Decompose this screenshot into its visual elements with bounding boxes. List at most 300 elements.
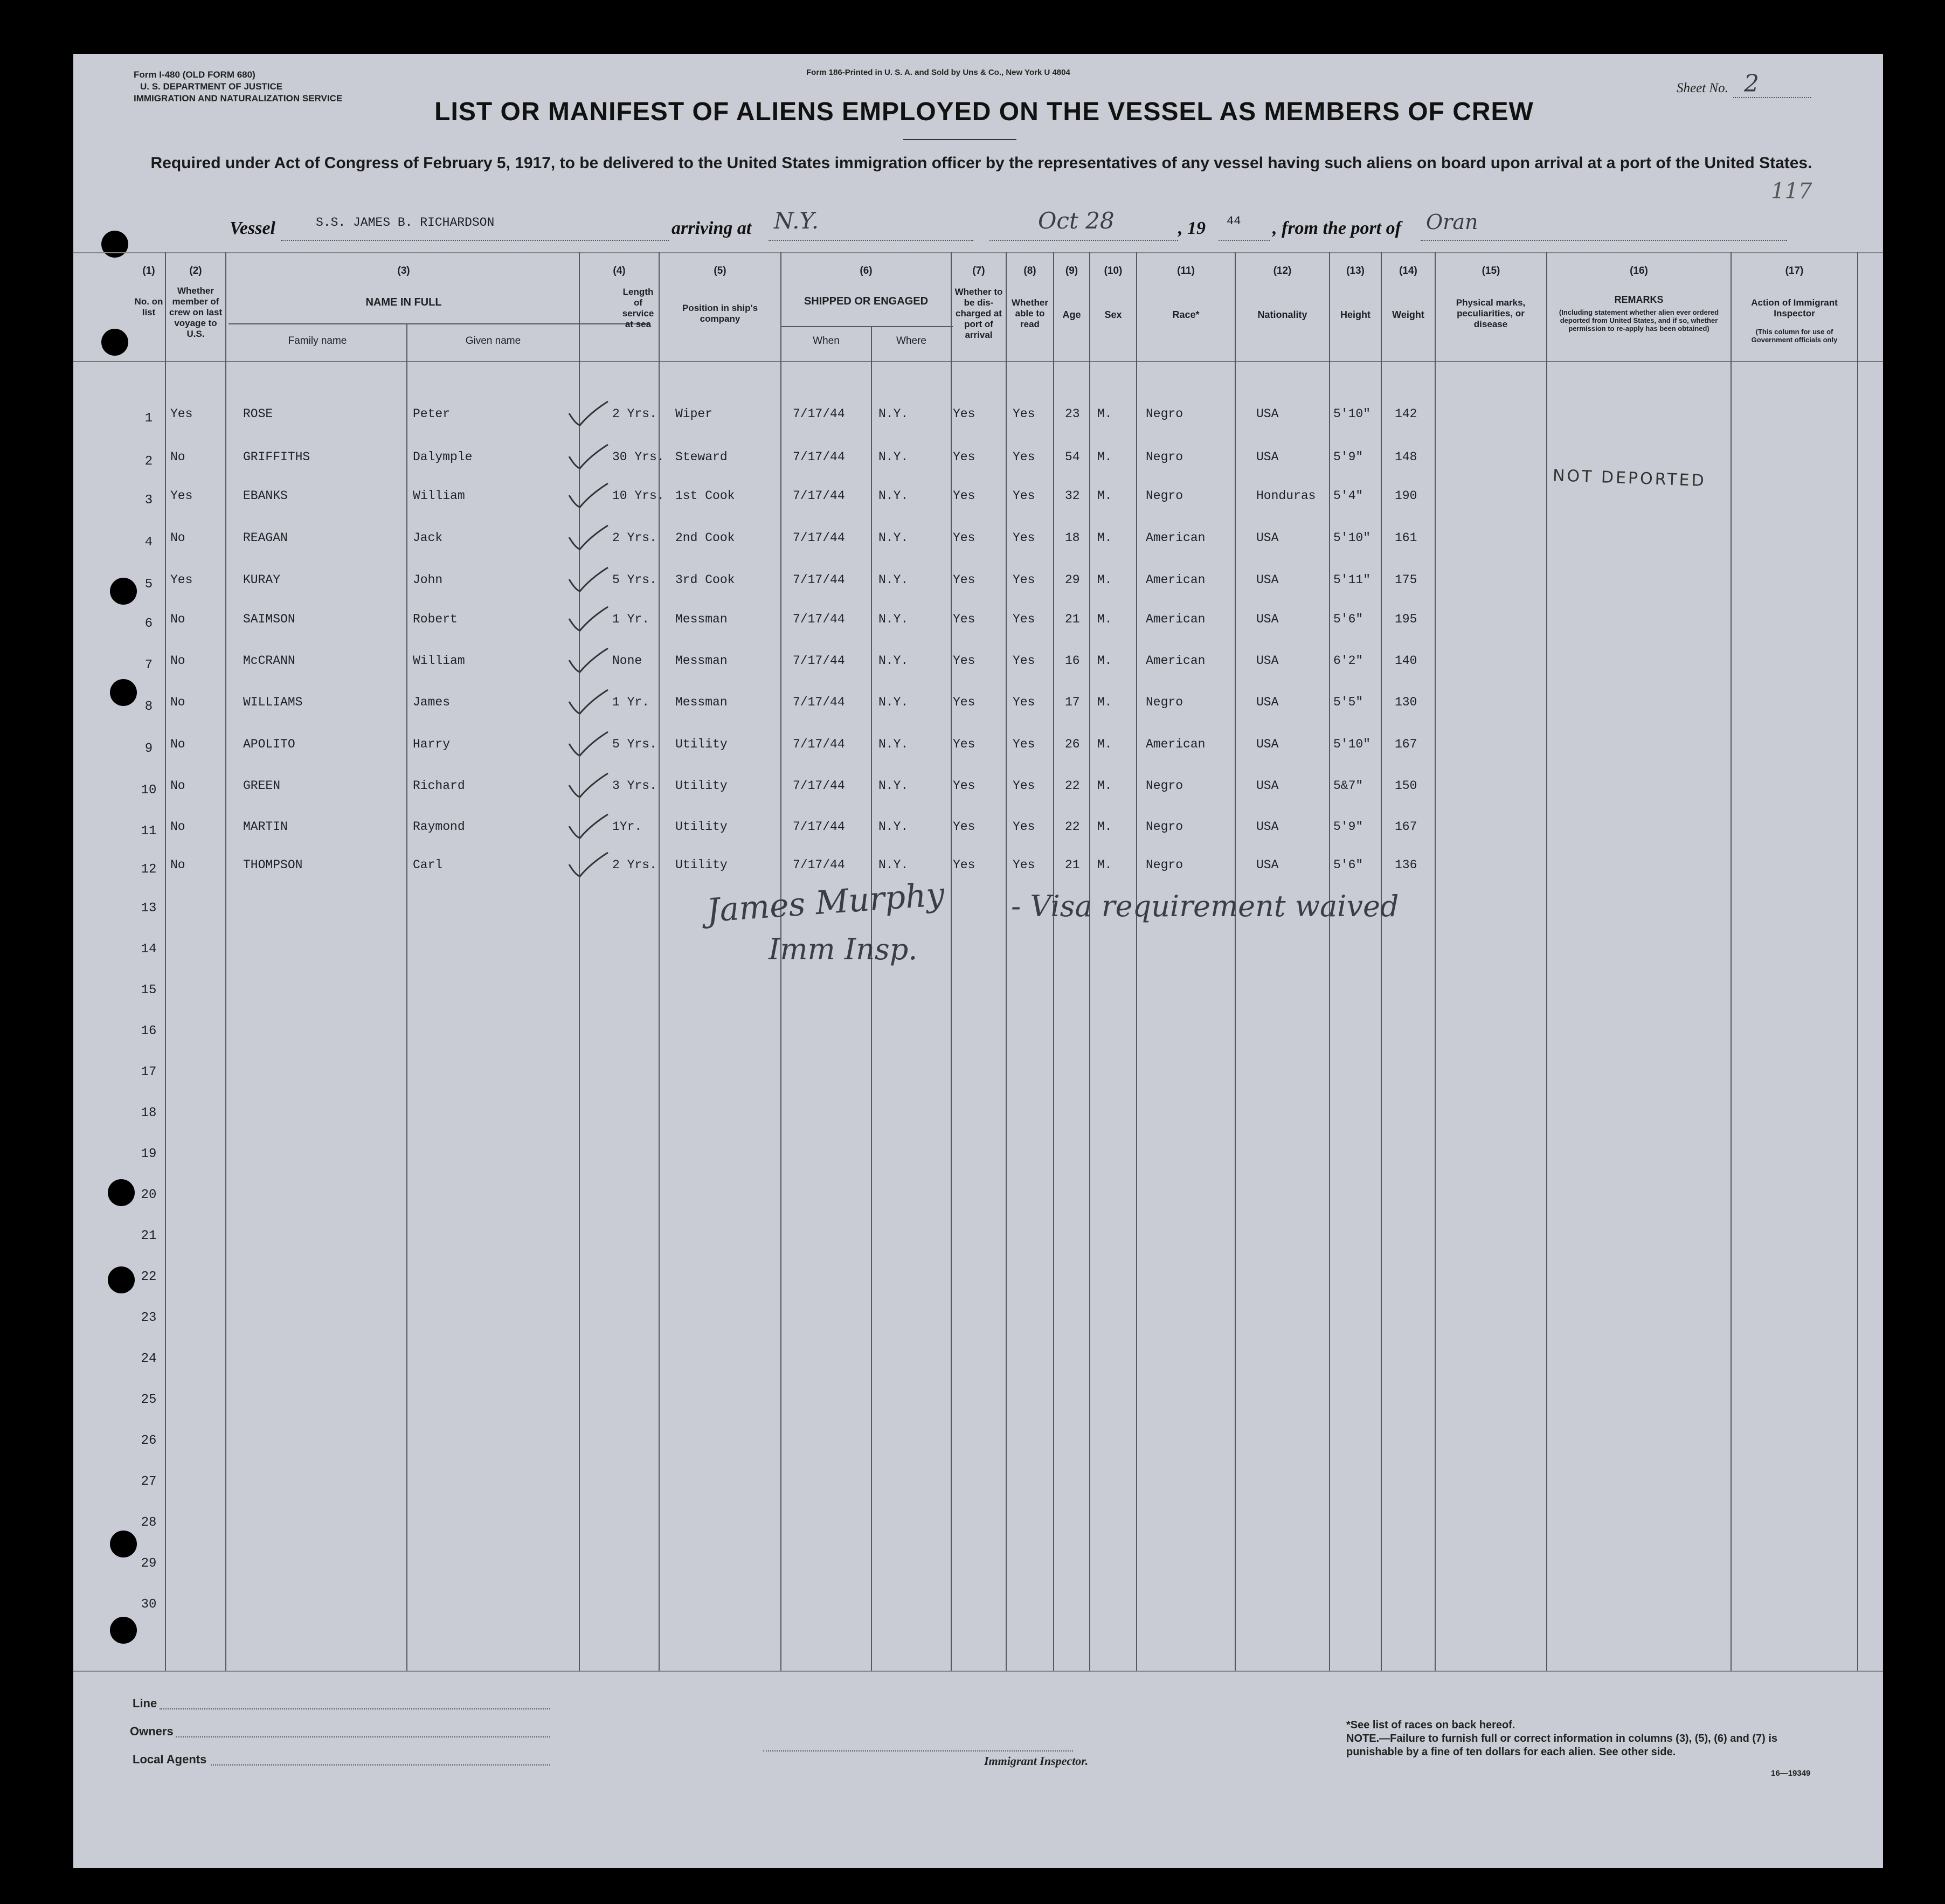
row-race: Negro: [1146, 407, 1183, 421]
row-race: American: [1146, 573, 1206, 587]
row-shipped-when: 7/17/44: [793, 737, 845, 751]
row-shipped-where: N.Y.: [878, 858, 909, 872]
row-race: American: [1146, 612, 1206, 626]
col6-header: SHIPPED OR ENGAGED: [804, 295, 929, 307]
row-prev-voyage: No: [170, 531, 185, 545]
row-able-to-read: Yes: [1013, 695, 1035, 709]
row-sex: M.: [1097, 779, 1112, 793]
row-age: 29: [1065, 573, 1080, 587]
checkmarks-layer: [558, 377, 623, 948]
row-sex: M.: [1097, 450, 1112, 464]
row-age: 32: [1065, 489, 1080, 503]
punch-hole: [101, 329, 128, 356]
row-height: 5'6": [1333, 858, 1363, 872]
inspector-label: Immigrant Inspector.: [984, 1754, 1089, 1768]
col10-number: (10): [1104, 265, 1123, 276]
col11-number: (11): [1177, 265, 1195, 276]
empty-line-number: 20: [141, 1188, 157, 1202]
row-given-name: Robert: [413, 612, 458, 626]
col14-header: Weight: [1392, 309, 1424, 320]
owners-label: Owners: [130, 1725, 174, 1738]
empty-line-number: 21: [141, 1229, 157, 1243]
races-note: *See list of races on back hereof.: [1346, 1719, 1515, 1731]
punch-hole: [108, 1179, 135, 1206]
vessel-field-line: [281, 240, 669, 241]
row-nationality: USA: [1256, 612, 1279, 626]
row-position: Messman: [675, 695, 728, 709]
row-service-length: 2 Yrs.: [612, 407, 657, 421]
row-given-name: William: [413, 654, 465, 668]
row-height: 5'11": [1333, 573, 1371, 587]
col-divider: [1731, 252, 1732, 1671]
checkmark-icon: [569, 607, 608, 631]
row-family-name: GREEN: [243, 779, 281, 793]
date-field-line: [989, 240, 1178, 241]
row-nationality: USA: [1256, 858, 1279, 872]
row-family-name: THOMPSON: [243, 858, 303, 872]
row-shipped-when: 7/17/44: [793, 820, 845, 834]
row-position: 3rd Cook: [675, 573, 735, 587]
local-agents-label: Local Agents: [133, 1753, 207, 1766]
departure-port: Oran: [1426, 210, 1478, 234]
row-weight: 142: [1395, 407, 1417, 421]
row-line-number: 4: [144, 535, 153, 550]
row-shipped-where: N.Y.: [878, 450, 909, 464]
col12-header: Nationality: [1257, 309, 1307, 320]
col-divider: [406, 323, 407, 1671]
col12-number: (12): [1273, 265, 1292, 276]
row-height: 5'5": [1333, 695, 1363, 709]
row-given-name: William: [413, 489, 465, 503]
col6-where-header: Where: [896, 335, 926, 347]
row-service-length: 5 Yrs.: [612, 737, 657, 751]
col2-header: Whether member of crew on last voyage to U.S.: [169, 286, 223, 339]
owners-field: [176, 1736, 550, 1737]
empty-line-number: 24: [141, 1352, 157, 1366]
col13-number: (13): [1346, 265, 1365, 276]
row-weight: 167: [1395, 737, 1417, 751]
row-height: 5'6": [1333, 612, 1363, 626]
punch-hole: [108, 1266, 135, 1293]
row-shipped-where: N.Y.: [878, 573, 909, 587]
row-nationality: USA: [1256, 779, 1279, 793]
row-discharged: Yes: [953, 612, 975, 626]
row-discharged: Yes: [953, 531, 975, 545]
row-service-length: 30 Yrs.: [612, 450, 665, 464]
row-age: 17: [1065, 695, 1080, 709]
row-able-to-read: Yes: [1013, 858, 1035, 872]
row-weight: 161: [1395, 531, 1417, 545]
row-prev-voyage: No: [170, 695, 185, 709]
row-family-name: GRIFFITHS: [243, 450, 310, 464]
row-prev-voyage: No: [170, 779, 185, 793]
col-divider: [1546, 252, 1547, 1671]
row-shipped-where: N.Y.: [878, 489, 909, 503]
row-height: 6'2": [1333, 654, 1363, 668]
row-family-name: REAGAN: [243, 531, 288, 545]
row-prev-voyage: No: [170, 654, 185, 668]
vessel-name: S.S. JAMES B. RICHARDSON: [316, 216, 495, 230]
col3-given-header: Given name: [465, 335, 521, 347]
row-shipped-when: 7/17/44: [793, 489, 845, 503]
col17-header: Action of Immigrant Inspector: [1751, 297, 1838, 319]
row-line-number: 11: [141, 824, 157, 839]
col-divider: [659, 252, 660, 1671]
row-height: 5'10": [1333, 737, 1371, 751]
empty-line-number: 23: [141, 1311, 157, 1325]
row-able-to-read: Yes: [1013, 820, 1035, 834]
row-shipped-where: N.Y.: [878, 612, 909, 626]
col-divider: [951, 252, 952, 1671]
row-height: 5'9": [1333, 820, 1363, 834]
row-position: Utility: [675, 858, 728, 872]
row-service-length: 5 Yrs.: [612, 573, 657, 587]
row-family-name: MARTIN: [243, 820, 288, 834]
title-rule: [903, 139, 1016, 140]
col3-family-header: Family name: [288, 335, 347, 347]
row-weight: 140: [1395, 654, 1417, 668]
punch-hole: [101, 231, 128, 258]
punch-hole: [110, 1531, 137, 1557]
row-family-name: EBANKS: [243, 489, 288, 503]
empty-line-number: 14: [141, 942, 157, 957]
col16-header: REMARKS: [1614, 294, 1664, 305]
row-family-name: McCRANN: [243, 654, 295, 668]
row-sex: M.: [1097, 489, 1112, 503]
col4-header: Length of service at sea: [622, 287, 654, 329]
empty-line-number: 28: [141, 1515, 157, 1530]
col9-number: (9): [1065, 265, 1078, 276]
row-sex: M.: [1097, 407, 1112, 421]
row-discharged: Yes: [953, 858, 975, 872]
row-service-length: 3 Yrs.: [612, 779, 657, 793]
row-age: 16: [1065, 654, 1080, 668]
name-subheader-rule: [229, 323, 649, 324]
row-race: Negro: [1146, 450, 1183, 464]
remark-not-deported: NOT DEPORTED: [1552, 466, 1707, 490]
col16-note: (Including statement whether alien ever ordered deported from United States, and if so, whether permission to re-apply has been obtained): [1559, 308, 1719, 333]
row-discharged: Yes: [953, 779, 975, 793]
row-shipped-when: 7/17/44: [793, 654, 845, 668]
local-agents-field: [211, 1764, 550, 1765]
col6-when-header: When: [813, 335, 840, 347]
row-position: Wiper: [675, 407, 713, 421]
col-divider: [1435, 252, 1436, 1671]
checkmark-icon: [569, 648, 608, 672]
col7-number: (7): [972, 265, 985, 276]
empty-line-number: 26: [141, 1434, 157, 1448]
row-discharged: Yes: [953, 489, 975, 503]
row-family-name: SAIMSON: [243, 612, 295, 626]
col-divider: [225, 252, 226, 1671]
inspector-field: [763, 1750, 1073, 1751]
shipped-subheader-rule: [780, 326, 953, 327]
row-discharged: Yes: [953, 737, 975, 751]
checkmark-icon: [569, 814, 608, 838]
row-given-name: Carl: [413, 858, 443, 872]
col-divider: [1857, 252, 1858, 1671]
row-shipped-where: N.Y.: [878, 779, 909, 793]
empty-line-number: 17: [141, 1065, 157, 1079]
row-weight: 130: [1395, 695, 1417, 709]
arriving-field-line: [769, 240, 973, 241]
row-height: 5&7": [1333, 779, 1363, 793]
row-age: 22: [1065, 820, 1080, 834]
row-age: 23: [1065, 407, 1080, 421]
row-age: 18: [1065, 531, 1080, 545]
row-age: 22: [1065, 779, 1080, 793]
row-line-number: 8: [144, 700, 153, 714]
checkmark-icon: [569, 483, 608, 507]
inspector-signature-title: Imm Insp.: [769, 932, 918, 966]
vessel-label: Vessel: [230, 218, 275, 238]
empty-line-number: 18: [141, 1106, 157, 1120]
col17-number: (17): [1785, 265, 1804, 276]
row-able-to-read: Yes: [1013, 407, 1035, 421]
year-prefix: 19: [1187, 218, 1206, 238]
row-service-length: None: [612, 654, 642, 668]
row-prev-voyage: No: [170, 858, 185, 872]
row-race: Negro: [1146, 779, 1183, 793]
row-weight: 150: [1395, 779, 1417, 793]
row-race: Negro: [1146, 695, 1183, 709]
checkmark-icon: [569, 690, 608, 714]
row-nationality: USA: [1256, 695, 1279, 709]
col-divider: [1053, 252, 1054, 1671]
row-race: American: [1146, 531, 1206, 545]
checkmark-icon: [569, 853, 608, 876]
checkmark-icon: [569, 773, 608, 797]
service: IMMIGRATION AND NATURALIZATION SERVICE: [134, 93, 343, 103]
row-discharged: Yes: [953, 450, 975, 464]
row-shipped-when: 7/17/44: [793, 573, 845, 587]
row-age: 26: [1065, 737, 1080, 751]
row-family-name: KURAY: [243, 573, 281, 587]
punch-hole: [110, 1617, 137, 1644]
line-field: [160, 1708, 550, 1709]
page-title: LIST OR MANIFEST OF ALIENS EMPLOYED ON THE VESSEL AS MEMBERS OF CREW: [434, 98, 1534, 126]
col6-number: (6): [860, 265, 873, 276]
page-subtitle: Required under Act of Congress of February 5, 1917, to be delivered to the United States immigration officer by the representatives of any vessel having such aliens on board upon arrival at a port of the United States.: [150, 154, 1812, 172]
empty-line-number: 25: [141, 1393, 157, 1407]
col1-header: No. on list: [134, 296, 163, 317]
empty-line-number: 15: [141, 983, 157, 998]
arrival-date: Oct 28: [1038, 207, 1115, 234]
form-header-block: [134, 69, 342, 105]
row-able-to-read: Yes: [1013, 654, 1035, 668]
empty-line-number: 30: [141, 1597, 157, 1612]
row-family-name: WILLIAMS: [243, 695, 303, 709]
row-position: 2nd Cook: [675, 531, 735, 545]
row-nationality: Honduras: [1256, 489, 1316, 503]
arriving-port: N.Y.: [774, 207, 819, 234]
row-height: 5'4": [1333, 489, 1363, 503]
row-service-length: 2 Yrs.: [612, 531, 657, 545]
row-shipped-when: 7/17/44: [793, 612, 845, 626]
row-weight: 190: [1395, 489, 1417, 503]
col16-number: (16): [1630, 265, 1648, 276]
row-prev-voyage: No: [170, 450, 185, 464]
col-divider: [165, 252, 166, 1671]
row-race: American: [1146, 654, 1206, 668]
empty-line-number: 27: [141, 1474, 157, 1489]
row-given-name: John: [413, 573, 443, 587]
row-able-to-read: Yes: [1013, 573, 1035, 587]
row-age: 54: [1065, 450, 1080, 464]
manifest-sheet: Form I-480 (OLD FORM 680) U. S. DEPARTMENT OF JUSTICE IMMIGRATION AND NATURALIZATION SERVICE Form 186-Printed in U. S. A. and Sold by Uns & Co., New York U 4804 Sheet No. 2 LIST OR MANIFEST OF ALIENS EMPLOYED ON THE VESSEL AS MEMBERS OF CREW Required under Act of Congress of February 5, 1917, to be delivered to the United States immigration officer by the representatives of any vessel having such aliens on board upon arrival at a port of the United States. 117 Vessel S.S. JAMES B. RICHARDSON arriving at N.Y. Oct 28 , 19 44 , from the port of Oran (1) No. on list (2) Whether member of crew on last voyage to U.S. (3) NAME IN FULL Family name Given name (4) Length of service at sea (5) Position in ship's company (6) SHIPPED OR ENGAGED When Where (7) Whether to be dis-charged at port of arrival (8) Whether able to read (9) Age (10) Sex (11) Race* (12) Nationality (13) Height (14) Weight (15) Physical marks, peculiarities, or disease (16) REMARKS (Including statement whether alien ever ordered deported from United States, and if so, whether permission to re-apply has been obtained) (17) Action of Immigrant Inspector (This column for use of Government officials only 1 Yes ROSE Peter 2 Yrs. Wiper 7/17/44 N.Y. Yes Yes 23 M. Negro USA 5'10" 142 2 No GRIFFITHS Dalymple 30 Yrs. Steward 7/17/44 N.Y. Yes Yes 54 M. Negro USA 5'9" 148 3 Yes EBANKS William 10 Yrs. 1st Cook 7/17/44 N.Y. Yes Yes 32 M. Negro Honduras 5'4" 190 4 No REAGAN Jack 2 Yrs. 2nd Cook 7/17/44 N.Y. Yes Yes 18 M. American USA 5'10" 161 5 Yes KURAY John 5 Yrs. 3rd Cook 7/17/44 N.Y. Yes Yes 29 M. American USA 5'11" 175 6 No SAIMSON Robert 1 Yr. Messman 7/17/44 N.Y. Yes Yes 21 M. American USA 5'6" 195 7 No McCRANN William None Messman 7/17/44 N.Y. Yes Yes 16 M. American USA 6'2" 140 8 No WILLIAMS James 1 Yr. Messman 7/17/44 N.Y. Yes Yes 17 M. Negro USA 5'5" 130 9 No APOLITO Harry 5 Yrs. Utility 7/17/44 N.Y. Yes Yes 26 M. American USA 5'10" 167 10 No GREEN Richard 3 Yrs. Utility 7/17/44 N.Y. Yes Yes 22 M. Negro USA 5&7" 150 11 No MARTIN Raymond 1Yr. Utility 7/17/44 N.Y. Yes Yes 22 M. Negro USA 5'9" 167 12 No THOMPSON Carl 2 Yrs. Utility 7/17/44 N.Y. Yes Yes 21 M. Negro USA 5'6" 136 13 14 15 16 17 18 19 20 21 22 23 24 25 26 27 28 29 30 NOT DEPORTED James Murphy Imm Insp. - Visa requirement waived Line Owners Local Agents Immigrant Inspector. *See list of races on back hereof. NOTE.—Failure to furnish full or correct information in columns (3), (5), (6) and (7) is punishable by a fine of ten dollars for each alien. See other side. 16—19349: [73, 54, 1883, 1868]
row-able-to-read: Yes: [1013, 612, 1035, 626]
row-given-name: Raymond: [413, 820, 465, 834]
row-age: 21: [1065, 612, 1080, 626]
row-shipped-when: 7/17/44: [793, 450, 845, 464]
col-divider: [1089, 252, 1090, 1671]
row-line-number: 12: [141, 862, 157, 877]
row-sex: M.: [1097, 737, 1112, 751]
col8-header: Whether able to read: [1012, 297, 1048, 329]
row-race: Negro: [1146, 858, 1183, 872]
row-position: Messman: [675, 612, 728, 626]
empty-line-number: 13: [141, 901, 157, 916]
port-field-line: [1421, 240, 1787, 241]
penalty-note: NOTE.—Failure to furnish full or correct information in columns (3), (5), (6) and (7) is punishable by a fine of ten dollars for each alien. See other side.: [1346, 1733, 1778, 1758]
header-bottom-rule: [73, 361, 1883, 362]
col5-header: Position in ship's company: [682, 303, 758, 324]
row-height: 5'10": [1333, 531, 1371, 545]
row-given-name: Peter: [413, 407, 451, 421]
col10-header: Sex: [1104, 309, 1122, 320]
row-nationality: USA: [1256, 820, 1279, 834]
row-shipped-where: N.Y.: [878, 737, 909, 751]
row-able-to-read: Yes: [1013, 737, 1035, 751]
row-line-number: 9: [144, 742, 153, 756]
table-top-rule: [73, 252, 1883, 253]
col3-number: (3): [397, 265, 410, 276]
row-discharged: Yes: [953, 573, 975, 587]
row-nationality: USA: [1256, 654, 1279, 668]
row-position: 1st Cook: [675, 489, 735, 503]
row-service-length: 2 Yrs.: [612, 858, 657, 872]
checkmark-icon: [569, 732, 608, 756]
empty-line-number: 16: [141, 1024, 157, 1038]
row-sex: M.: [1097, 695, 1112, 709]
row-shipped-where: N.Y.: [878, 654, 909, 668]
row-weight: 195: [1395, 612, 1417, 626]
arriving-label: arriving at: [672, 218, 752, 238]
sheet-number: 2: [1744, 70, 1759, 98]
page-stamp: 117: [1771, 179, 1812, 204]
row-prev-voyage: Yes: [170, 573, 193, 587]
row-prev-voyage: No: [170, 820, 185, 834]
row-height: 5'9": [1333, 450, 1363, 464]
row-discharged: Yes: [953, 820, 975, 834]
row-prev-voyage: Yes: [170, 407, 193, 421]
row-position: Steward: [675, 450, 728, 464]
row-family-name: ROSE: [243, 407, 273, 421]
row-given-name: Dalymple: [413, 450, 473, 464]
row-sex: M.: [1097, 858, 1112, 872]
row-shipped-when: 7/17/44: [793, 858, 845, 872]
col-divider: [1006, 252, 1007, 1671]
col-divider: [1329, 252, 1330, 1671]
form-code: 16—19349: [1771, 1769, 1811, 1778]
year-field-line: [1219, 240, 1270, 241]
row-weight: 136: [1395, 858, 1417, 872]
sheet-label: Sheet No.: [1677, 81, 1728, 95]
col2-number: (2): [189, 265, 202, 276]
col5-number: (5): [714, 265, 726, 276]
row-line-number: 7: [144, 658, 153, 673]
row-weight: 167: [1395, 820, 1417, 834]
row-shipped-where: N.Y.: [878, 820, 909, 834]
col15-number: (15): [1482, 265, 1500, 276]
col15-header: Physical marks, peculiarities, or disease: [1456, 297, 1526, 329]
row-position: Utility: [675, 779, 728, 793]
row-line-number: 5: [144, 577, 153, 592]
col11-header: Race*: [1172, 309, 1200, 320]
row-position: Utility: [675, 737, 728, 751]
table-bottom-rule: [73, 1671, 1883, 1672]
checkmark-icon: [569, 525, 608, 549]
port-label: from the port of: [1282, 218, 1401, 238]
checkmark-icon: [569, 567, 608, 591]
row-shipped-where: N.Y.: [878, 531, 909, 545]
col-divider: [1381, 252, 1382, 1671]
col-divider: [1235, 252, 1236, 1671]
row-nationality: USA: [1256, 407, 1279, 421]
empty-line-number: 22: [141, 1270, 157, 1284]
row-weight: 175: [1395, 573, 1417, 587]
col7-header: Whether to be dis-charged at port of arrival: [954, 287, 1003, 340]
row-nationality: USA: [1256, 450, 1279, 464]
row-discharged: Yes: [953, 407, 975, 421]
row-line-number: 3: [144, 493, 153, 508]
row-line-number: 1: [144, 411, 153, 426]
line-label: Line: [133, 1697, 157, 1710]
row-sex: M.: [1097, 820, 1112, 834]
row-able-to-read: Yes: [1013, 779, 1035, 793]
row-prev-voyage: Yes: [170, 489, 193, 503]
empty-line-number: 19: [141, 1147, 157, 1161]
row-able-to-read: Yes: [1013, 531, 1035, 545]
row-family-name: APOLITO: [243, 737, 295, 751]
col4-number: (4): [613, 265, 626, 276]
col3-header: NAME IN FULL: [365, 296, 442, 308]
row-given-name: Jack: [413, 531, 443, 545]
row-position: Utility: [675, 820, 728, 834]
col17-note: (This column for use of Government officials only: [1751, 328, 1838, 344]
checkmark-icon: [569, 445, 608, 468]
col1-number: (1): [142, 265, 155, 276]
row-service-length: 1Yr.: [612, 820, 642, 834]
row-given-name: Richard: [413, 779, 465, 793]
row-shipped-where: N.Y.: [878, 695, 909, 709]
row-height: 5'10": [1333, 407, 1371, 421]
row-age: 21: [1065, 858, 1080, 872]
col-divider: [1136, 252, 1137, 1671]
checkmark-icon: [569, 401, 608, 425]
row-prev-voyage: No: [170, 737, 185, 751]
row-sex: M.: [1097, 612, 1112, 626]
row-sex: M.: [1097, 573, 1112, 587]
row-given-name: James: [413, 695, 451, 709]
col14-number: (14): [1399, 265, 1417, 276]
row-service-length: 1 Yr.: [612, 695, 650, 709]
row-nationality: USA: [1256, 573, 1279, 587]
row-sex: M.: [1097, 531, 1112, 545]
row-race: Negro: [1146, 489, 1183, 503]
arrival-year: 44: [1227, 214, 1241, 228]
row-shipped-when: 7/17/44: [793, 531, 845, 545]
